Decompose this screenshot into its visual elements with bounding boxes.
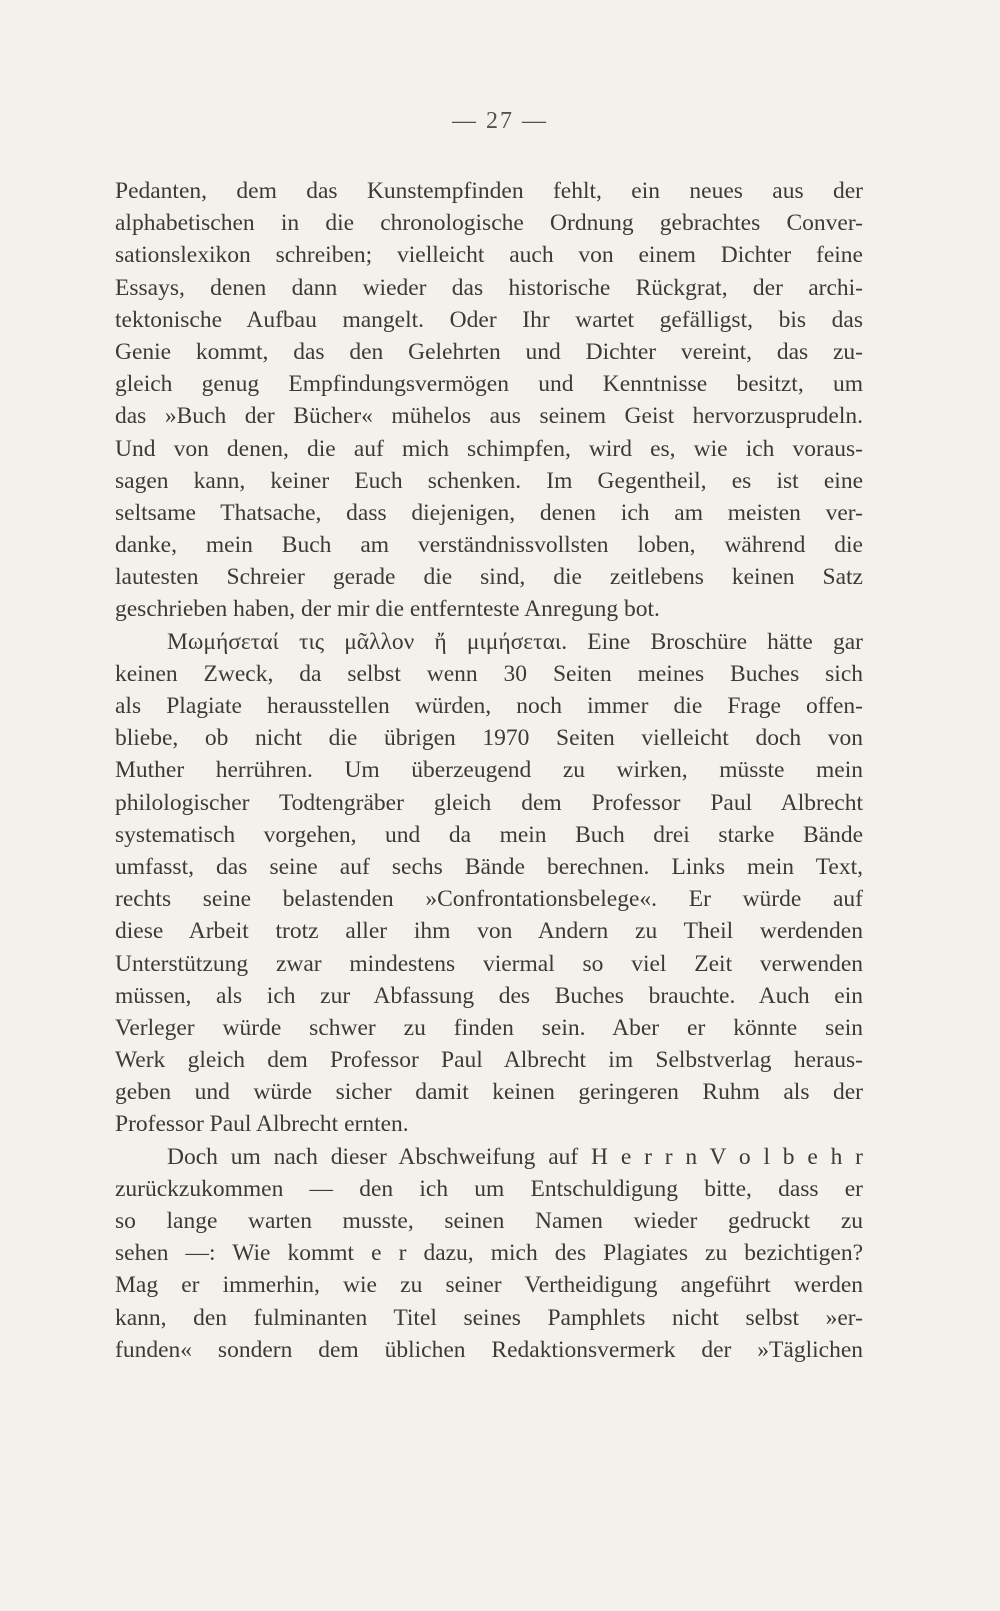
text-line: Professor Paul Albrecht ernten. [115, 1111, 409, 1138]
text-line: zurückzukommen — den ich um Entschuldigung bitte, dass er [115, 1175, 863, 1202]
text-line: diese Arbeit trotz aller ihm von Andern zu Theil werdenden [115, 918, 863, 945]
text-line: Μωμήσεταί τις μᾶλλον ἤ μιμήσεται. Eine Broschüre hätte gar [167, 628, 863, 655]
text-line: Doch um nach dieser Abschweifung auf H e r r n V o l b e h r [167, 1143, 863, 1170]
text-line: seltsame Thatsache, dass diejenigen, denen ich am meisten ver- [115, 499, 863, 526]
text-line: geschrieben haben, der mir die entfernteste Anregung bot. [115, 596, 660, 623]
text-line: bliebe, ob nicht die übrigen 1970 Seiten vielleicht doch von [115, 725, 863, 752]
text-line: Essays, denen dann wieder das historische Rückgrat, der archi- [115, 274, 863, 301]
text-line: sationslexikon schreiben; vielleicht auch von einem Dichter feine [115, 242, 863, 269]
text-line: systematisch vorgehen, und da mein Buch drei starke Bände [115, 821, 863, 848]
text-line: keinen Zweck, da selbst wenn 30 Seiten meines Buches sich [115, 660, 863, 687]
text-line: Genie kommt, das den Gelehrten und Dichter vereint, das zu- [115, 338, 863, 365]
text-line: so lange warten musste, seinen Namen wieder gedruckt zu [115, 1208, 863, 1234]
text-line: lautesten Schreier gerade die sind, die zeitlebens keinen Satz [115, 564, 863, 591]
text-line: philologischer Todtengräber gleich dem Professor Paul Albrecht [115, 789, 863, 816]
text-line: Unterstützung zwar mindestens viermal so viel Zeit verwenden [115, 950, 863, 977]
text-line: kann, den fulminanten Titel seines Pamphlets nicht selbst »er- [115, 1304, 863, 1331]
text-line: umfasst, das seine auf sechs Bände berechnen. Links mein Text, [115, 853, 863, 880]
text-line: rechts seine belastenden »Confrontationsbelege«. Er würde auf [115, 886, 863, 913]
text-line: alphabetischen in die chronologische Ordnung gebrachtes Conver- [115, 210, 863, 237]
page-number: — 27 — [452, 108, 548, 134]
text-line: danke, mein Buch am verständnissvollsten loben, während die [115, 532, 863, 559]
text-line: Und von denen, die auf mich schimpfen, wird es, wie ich voraus- [115, 435, 863, 462]
text-line: Pedanten, dem das Kunstempfinden fehlt, ein neues aus der [115, 178, 863, 204]
text-line: sehen —: Wie kommt e r dazu, mich des Plagiates zu bezichtigen? [115, 1240, 863, 1267]
text-line: Muther herrühren. Um überzeugend zu wirken, müsste mein [115, 757, 863, 784]
text-line: als Plagiate herausstellen würden, noch immer die Frage offen- [115, 693, 863, 719]
text-line: funden« sondern dem üblichen Redaktionsvermerk der »Täglichen [115, 1336, 863, 1363]
text-line: das »Buch der Bücher« mühelos aus seinem Geist hervorzusprudeln. [115, 403, 863, 430]
text-line: Werk gleich dem Professor Paul Albrecht im Selbstverlag heraus- [115, 1047, 863, 1074]
text-line: gleich genug Empfindungsvermögen und Kenntnisse besitzt, um [115, 371, 863, 398]
text-line: Mag er immerhin, wie zu seiner Vertheidigung angeführt werden [115, 1272, 863, 1299]
text-line: sagen kann, keiner Euch schenken. Im Gegentheil, es ist eine [115, 467, 863, 494]
text-line: tektonische Aufbau mangelt. Oder Ihr wartet gefälligst, bis das [115, 306, 863, 333]
body-text [115, 175, 863, 1366]
text-line: müssen, als ich zur Abfassung des Buches brauchte. Auch ein [115, 982, 863, 1009]
text-line: Verleger würde schwer zu finden sein. Aber er könnte sein [115, 1014, 863, 1041]
text-line: geben und würde sicher damit keinen geringeren Ruhm als der [115, 1079, 863, 1106]
